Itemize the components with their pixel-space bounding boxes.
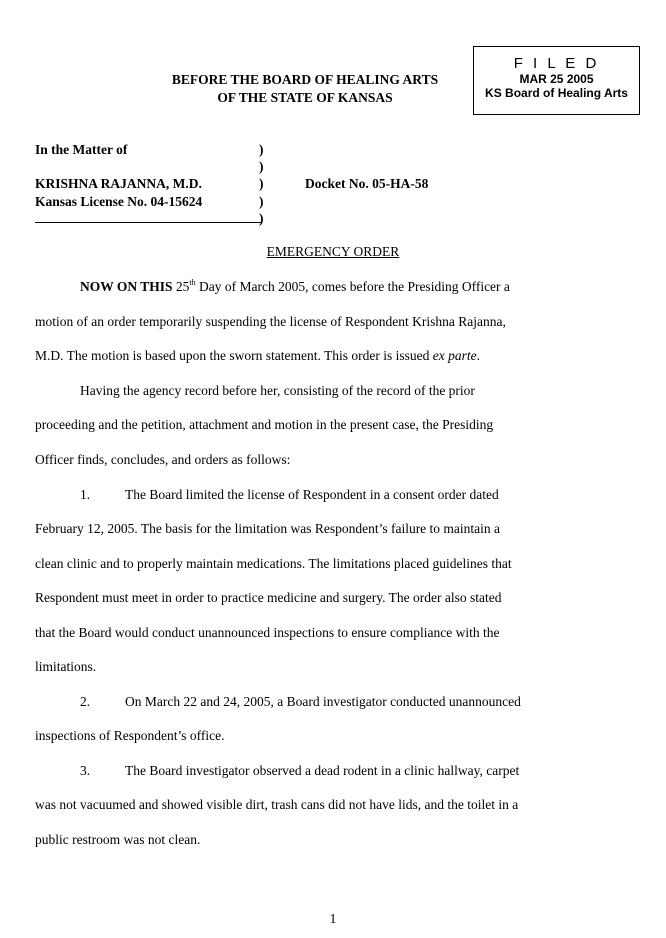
para1-day-sup: th — [189, 278, 196, 287]
para1-line3a: M.D. The motion is based upon the sworn statement. This order is issued — [35, 348, 433, 363]
caption-matter: In the Matter of — [35, 142, 128, 157]
caption-underline — [35, 222, 262, 223]
para1-line1 — [80, 279, 640, 295]
item2-line2: inspections of Respondent’s office. — [35, 728, 225, 743]
item1-line5: that the Board would conduct unannounced inspections to ensure compliance with the — [35, 625, 500, 640]
item3-number: 3. — [80, 763, 91, 778]
item1-number: 1. — [80, 487, 91, 502]
caption-license: Kansas License No. 04-15624 — [35, 194, 203, 209]
stamp-board: KS Board of Healing Arts — [485, 86, 628, 100]
item1-line3: clean clinic and to properly maintain medications. The limitations placed guidelines that — [35, 556, 512, 571]
para2-line1: Having the agency record before her, consisting of the record of the prior — [80, 383, 475, 398]
header-line-2: OF THE STATE OF KANSAS — [217, 90, 393, 105]
docket-number: Docket No. 05-HA-58 — [305, 176, 429, 191]
caption-paren: ) — [259, 142, 264, 157]
item3-line1: The Board investigator observed a dead rodent in a clinic hallway, carpet — [125, 763, 520, 778]
caption-paren: ) — [259, 211, 264, 226]
para2-line2: proceeding and the petition, attachment and motion in the present case, the Presiding — [35, 417, 494, 432]
para1-day: 25 — [175, 279, 190, 294]
para1-line3c: . — [476, 348, 480, 363]
filed-stamp — [473, 46, 640, 115]
item1-line6: limitations. — [35, 659, 97, 674]
document-title: EMERGENCY ORDER — [266, 244, 400, 259]
item1-line4: Respondent must meet in order to practice medicine and surgery. The order also stated — [35, 590, 502, 605]
para1-line3 — [35, 348, 595, 364]
item2-number: 2. — [80, 694, 91, 709]
header-line-1: BEFORE THE BOARD OF HEALING ARTS — [171, 72, 439, 87]
item2-line1: On March 22 and 24, 2005, a Board investigator conducted unannounced — [125, 694, 521, 709]
item1-line1: The Board limited the license of Respondent in a consent order dated — [125, 487, 499, 502]
caption-name: KRISHNA RAJANNA, M.D. — [35, 176, 202, 191]
item1-line2: February 12, 2005. The basis for the limitation was Respondent’s failure to maintain a — [35, 521, 501, 536]
caption-paren: ) — [259, 176, 264, 191]
caption-paren: ) — [259, 194, 264, 209]
para1-lead: NOW ON THIS — [80, 279, 173, 294]
stamp-filed-text: F I L E D — [513, 55, 600, 72]
para1-ex-parte: ex parte — [432, 348, 477, 363]
para1-rest: Day of March 2005, comes before the Presiding Officer a — [195, 279, 510, 294]
para1-line2: motion of an order temporarily suspending the license of Respondent Krishna Rajanna, — [35, 314, 506, 329]
para2-line3: Officer finds, concludes, and orders as follows: — [35, 452, 291, 467]
caption-paren: ) — [259, 159, 264, 174]
stamp-date: MAR 25 2005 — [519, 72, 594, 86]
item3-line3: public restroom was not clean. — [35, 832, 201, 847]
page-number: 1 — [329, 911, 337, 926]
item3-line2: was not vacuumed and showed visible dirt, trash cans did not have lids, and the toilet in a — [35, 797, 519, 812]
